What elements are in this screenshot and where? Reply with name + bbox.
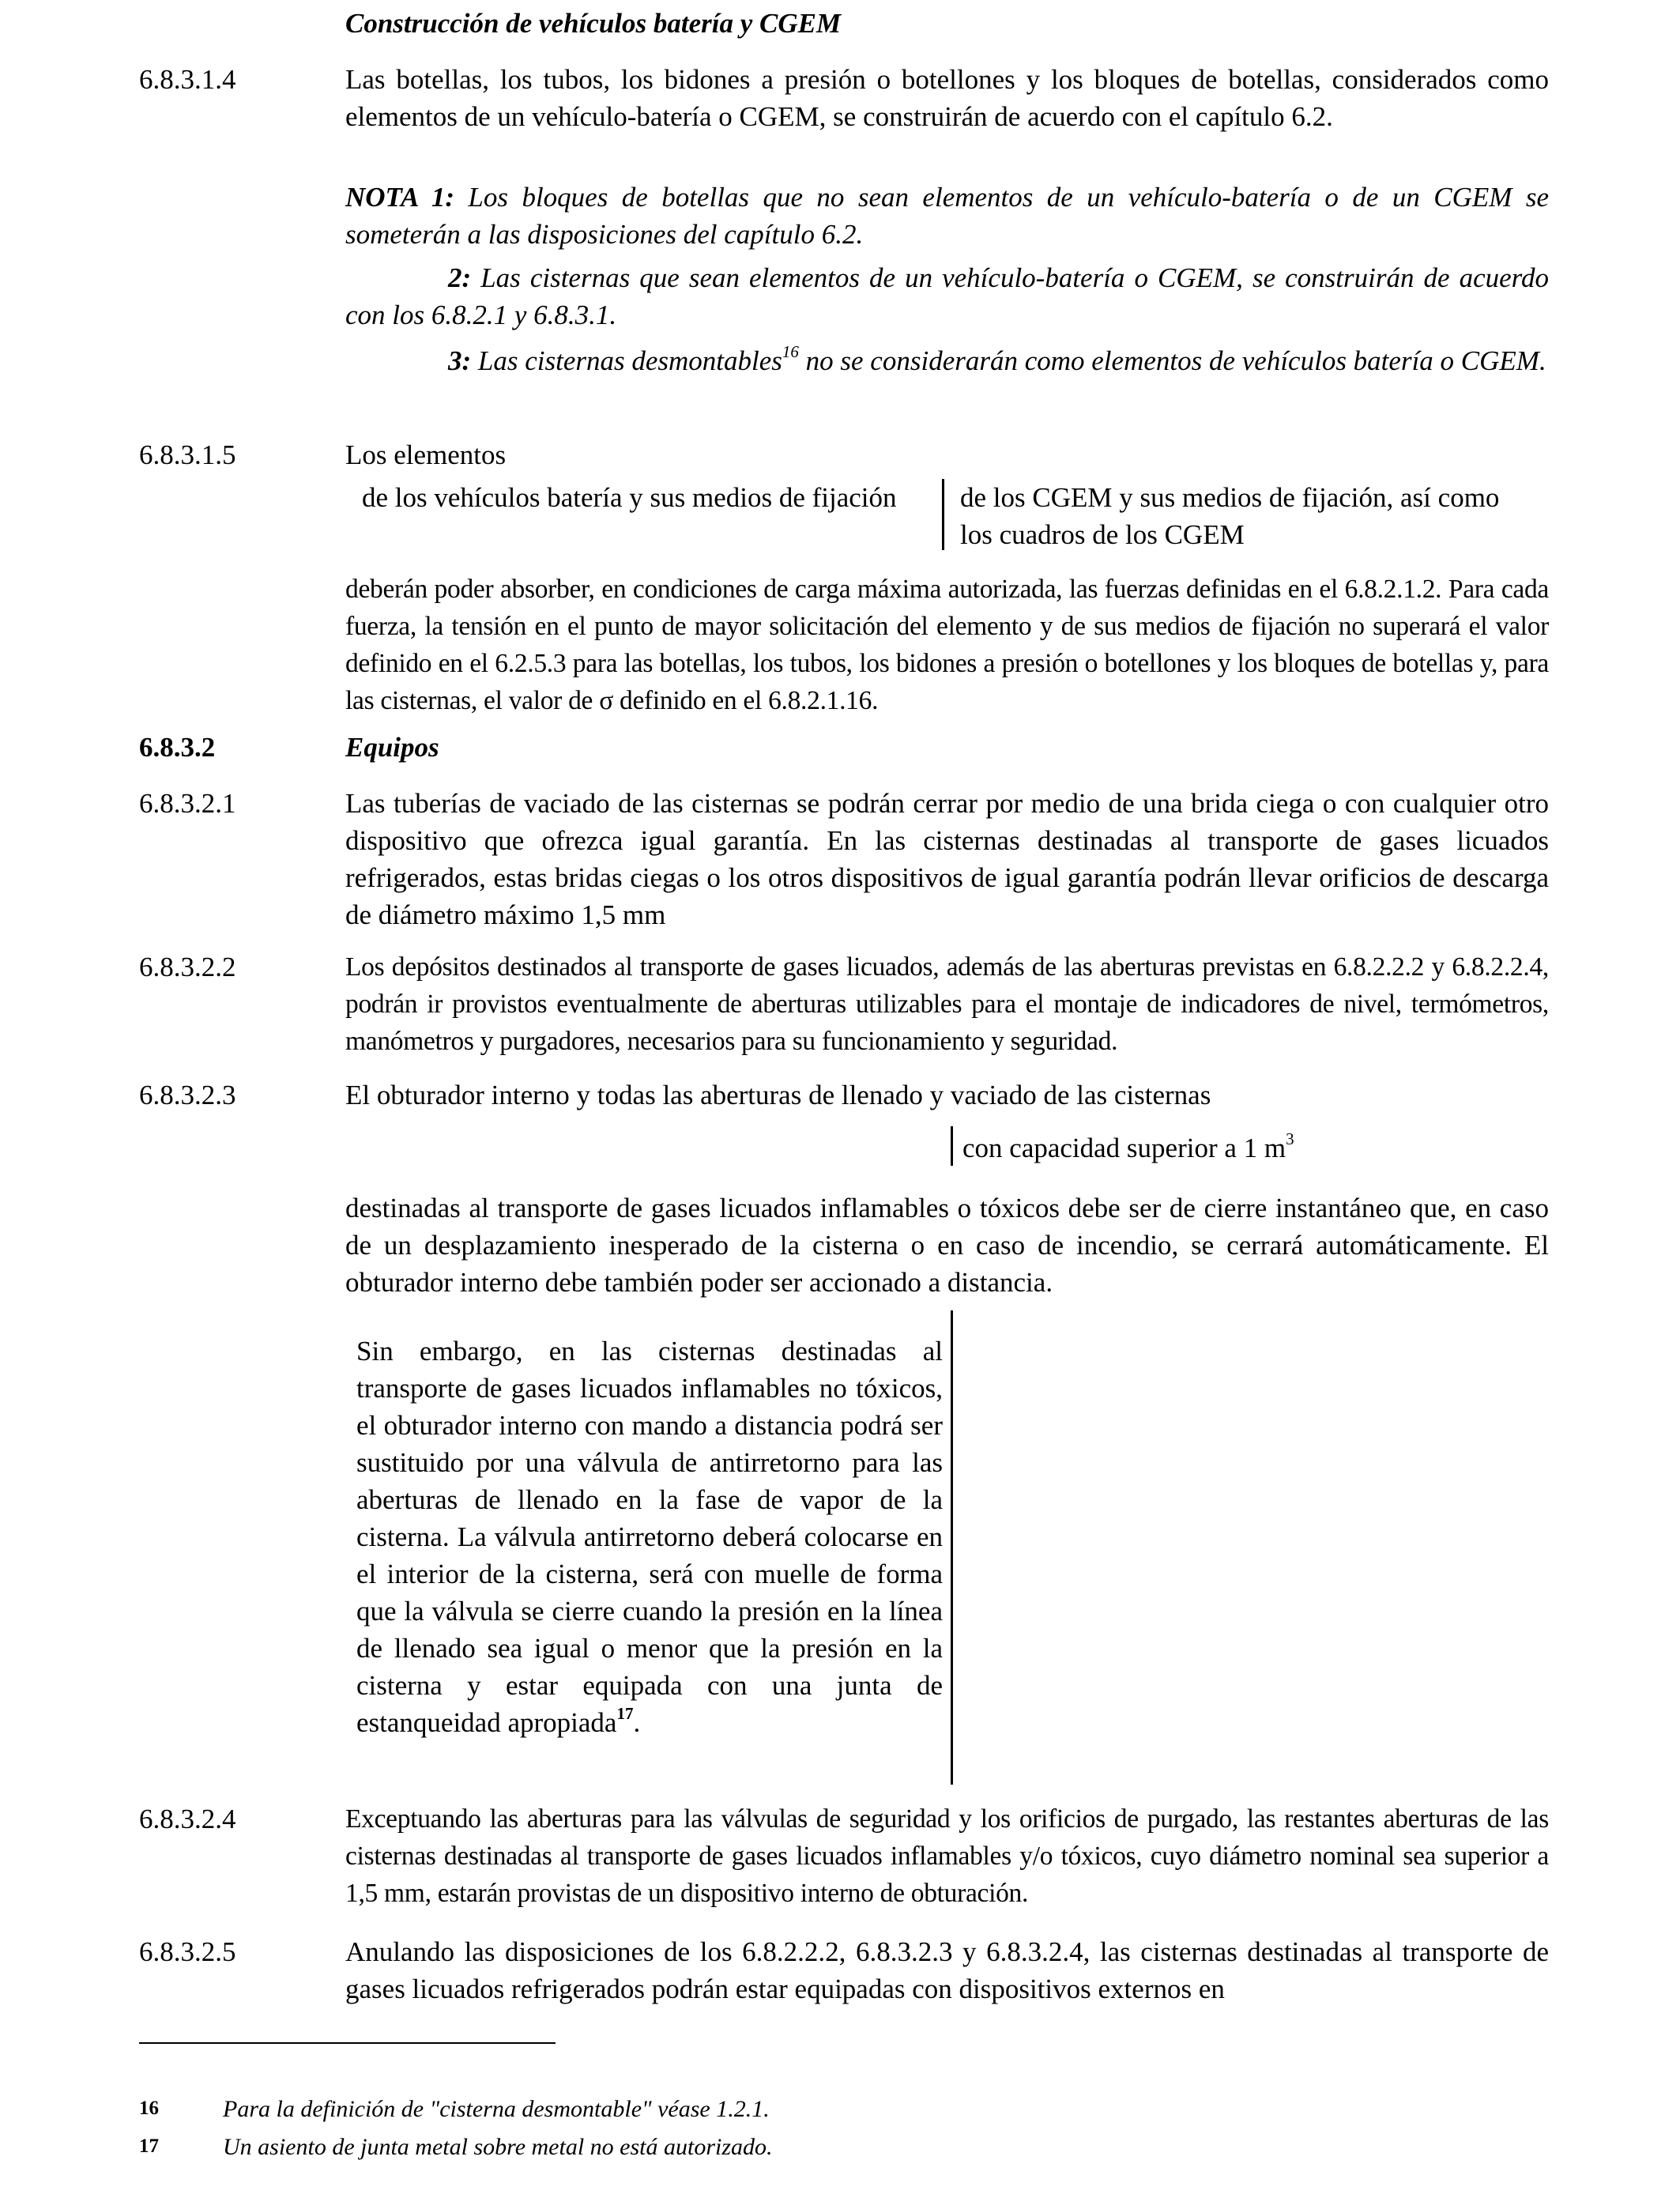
paragraph-number: 6.8.3.1.5 bbox=[139, 439, 236, 470]
paragraph-text: Las botellas, los tubos, los bidones a presión o botellones y los bloques de botellas, considerados como elementos de un vehículo-batería o CGEM, se construirán de acuerdo con el capítulo 6.2. bbox=[345, 64, 1549, 132]
footnote-text: Para la definición de "cisterna desmontable" véase 1.2.1. bbox=[223, 2096, 770, 2122]
note-label: 2: bbox=[448, 262, 472, 293]
column-divider bbox=[951, 1126, 953, 1166]
paragraph-text: deberán poder absorber, en condiciones de carga máxima autorizada, las fuerzas definidas en el 6.8.2.1.2. Para cada fuerza, la tensión en el punto de mayor solicitación del elemento y de sus medios de fijación no superará el valor definido en el 6.2.5.3 para las botellas, los tubos, los bidones a presión o botellones y los bloques de botellas y, para las cisternas, el valor de σ definido en el 6.8.2.1.16. bbox=[345, 575, 1549, 715]
note-3 bbox=[345, 342, 1549, 379]
variant-text: con capacidad superior a 1 m bbox=[962, 1133, 1286, 1163]
variant-left-column: de los vehículos batería y sus medios de fijación bbox=[362, 482, 897, 513]
variant-right-column bbox=[962, 1129, 1294, 1167]
variant-text: Sin embargo, en las cisternas destinadas al transporte de gases licuados inflamables no tóxicos, el obturador interno con mando a distancia podrá ser sustituido por una válvula de antirretorno para las aberturas de llenado en la fase de vapor de la cisterna. La válvula antirretorno deberá colocarse en el interior de la cisterna, será con muelle de forma que la válvula se cierre cuando la presión en la línea de llenado sea igual o menor que la presión en la cisterna y estar equipada con una junta de estanqueidad apropiada bbox=[356, 1336, 943, 1738]
column-divider bbox=[942, 479, 944, 550]
footnote-ref[interactable]: 17 bbox=[616, 1704, 634, 1724]
paragraph-text: Anulando las disposiciones de los 6.8.2.2.2, 6.8.3.2.3 y 6.8.3.2.4, las cisternas destinadas al transporte de gases licuados refrigerados podrán estar equipadas con dispositivos externos en bbox=[345, 1936, 1549, 2004]
note-text: Las cisternas desmontables bbox=[471, 345, 782, 376]
variant-text: . bbox=[633, 1707, 641, 1738]
note-text: Las cisternas que sean elementos de un vehículo-batería o CGEM, se construirán de acuerdo con los 6.8.2.1 y 6.8.3.1. bbox=[345, 262, 1549, 330]
paragraph-intro: Los elementos bbox=[345, 439, 507, 470]
paragraph-number: 6.8.3.2.5 bbox=[139, 1936, 236, 1967]
paragraph-text: Los depósitos destinados al transporte de gases licuados, además de las aberturas previstas en 6.8.2.2.2 y 6.8.2.2.4, podrán ir provistos eventualmente de aberturas utilizables para el montaje de indicadores de nivel, termómetros, manómetros y purgadores, necesarios para su funcionamiento y seguridad. bbox=[345, 952, 1549, 1056]
footnote-text: Un asiento de junta metal sobre metal no está autorizado. bbox=[223, 2134, 773, 2160]
paragraph-intro: El obturador interno y todas las aberturas de llenado y vaciado de las cisternas bbox=[345, 1080, 1211, 1110]
paragraph-number: 6.8.3.1.4 bbox=[139, 64, 236, 95]
paragraph-text: destinadas al transporte de gases licuados inflamables o tóxicos debe ser de cierre instantáneo que, en caso de un desplazamiento inesperado de la cisterna o en caso de incendio, se cerrará automáticamente. El obturador interno debe también poder ser accionado a distancia. bbox=[345, 1193, 1549, 1298]
paragraph-text: Exceptuando las aberturas para las válvulas de seguridad y los orificios de purgado, las restantes aberturas de las cisternas destinadas al transporte de gases licuados inflamables y/o tóxicos, cuyo diámetro nominal sea superior a 1,5 mm, estarán provistas de un dispositivo interno de obturación. bbox=[345, 1804, 1549, 1908]
note-label: NOTA 1: bbox=[345, 182, 454, 213]
paragraph-text: Las tuberías de vaciado de las cisternas se podrán cerrar por medio de una brida ciega o con cualquier otro dispositivo que ofrezca igual garantía. En las cisternas destinadas al transporte de gases licuados refrigerados, estas bridas ciegas o los otros dispositivos de igual garantía podrán llevar orificios de descarga de diámetro máximo 1,5 mm bbox=[345, 788, 1549, 930]
footnote-separator bbox=[139, 2042, 556, 2044]
note-label: 3: bbox=[448, 345, 472, 376]
note-text: no se considerarán como elementos de vehículos batería o CGEM. bbox=[798, 345, 1546, 376]
footnote-number: 17 bbox=[139, 2136, 159, 2157]
column-divider bbox=[951, 1310, 953, 1785]
footnote-number: 16 bbox=[139, 2098, 159, 2119]
section-heading: Construcción de vehículos batería y CGEM bbox=[345, 8, 842, 39]
paragraph-number: 6.8.3.2.4 bbox=[139, 1804, 236, 1834]
paragraph-number: 6.8.3.2.1 bbox=[139, 788, 236, 819]
variant-right-column: de los CGEM y sus medios de fijación, así como los cuadros de los CGEM bbox=[960, 482, 1500, 550]
note-text: Los bloques de botellas que no sean elementos de un vehículo-batería o de un CGEM se someterán a las disposiciones del capítulo 6.2. bbox=[345, 182, 1549, 250]
section-title: Equipos bbox=[345, 732, 439, 763]
superscript: 3 bbox=[1286, 1129, 1294, 1149]
paragraph-number: 6.8.3.2.2 bbox=[139, 952, 236, 982]
paragraph-number: 6.8.3.2.3 bbox=[139, 1080, 236, 1110]
note-1 bbox=[345, 179, 1549, 253]
footnote-ref[interactable]: 16 bbox=[782, 342, 799, 362]
variant-left-column bbox=[356, 1333, 943, 1741]
note-2 bbox=[345, 259, 1549, 334]
section-number: 6.8.3.2 bbox=[139, 732, 216, 763]
